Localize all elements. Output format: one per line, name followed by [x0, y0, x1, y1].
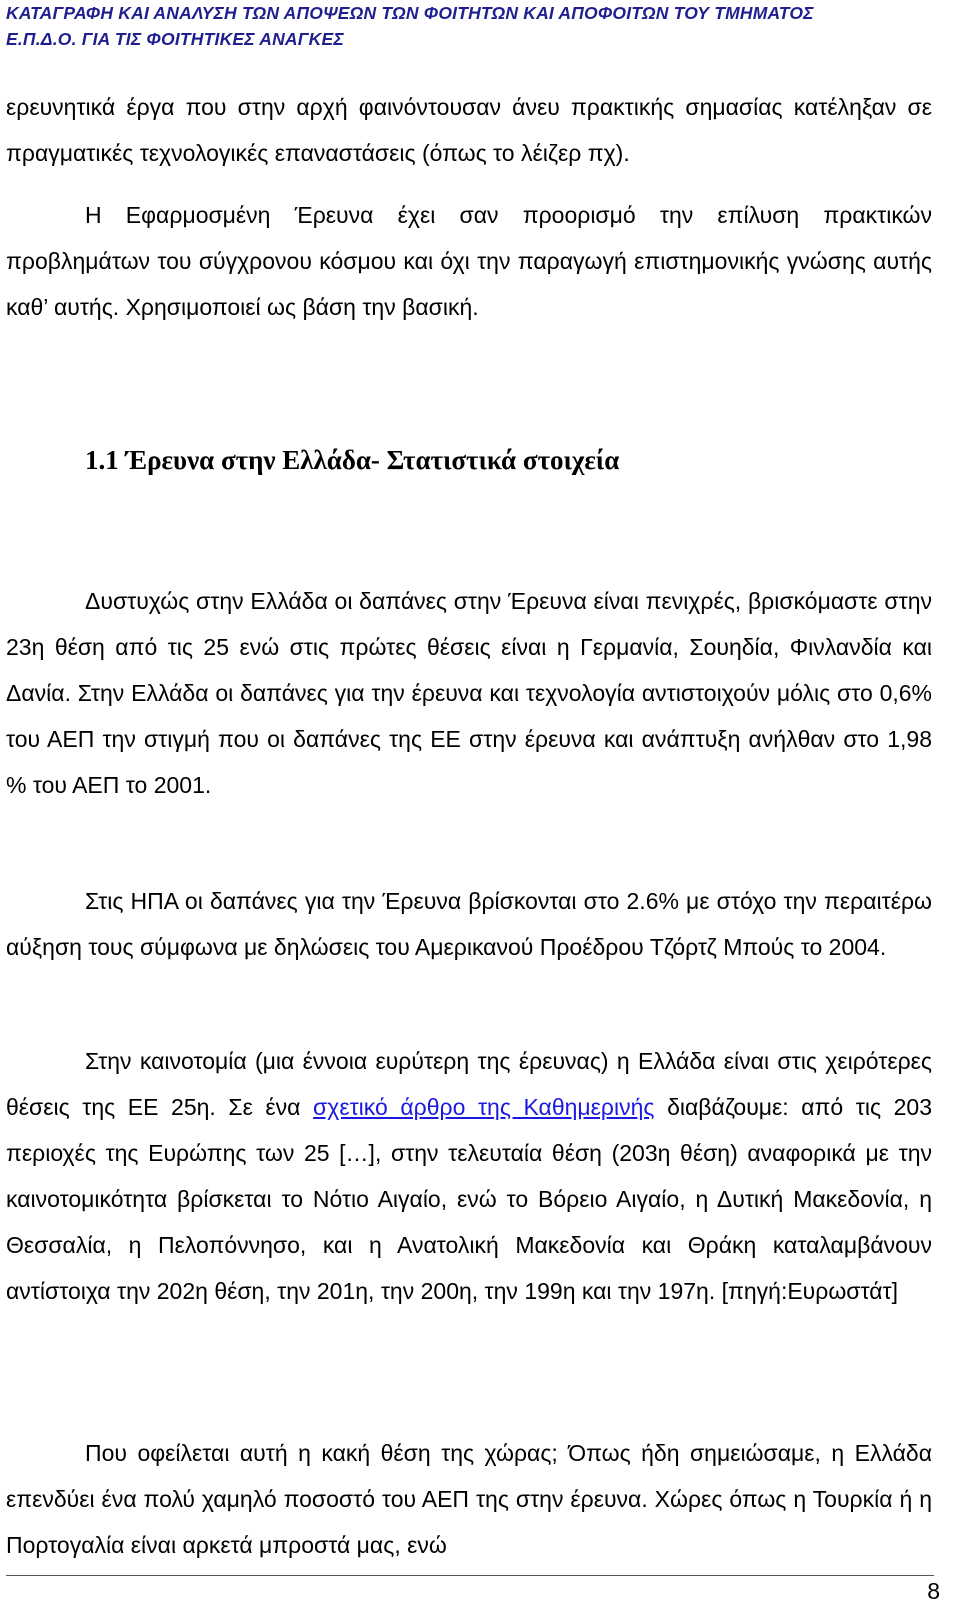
paragraph-2: Η Εφαρμοσμένη Έρευνα έχει σαν προορισμό την επίλυση πρακτικών προβλημάτων του σύγχρονου κόσμου και όχι την παραγωγή επιστημονικής γνώσης αυτής καθ’ αυτής. Χρησιμοποιεί ως βάση την βασική.	[6, 202, 932, 320]
page-number: 8	[927, 1578, 940, 1604]
footer-divider	[6, 1575, 934, 1576]
paragraph-6: Που οφείλεται αυτή η κακή θέση της χώρας; Όπως ήδη σημειώσαμε, η Ελλάδα επενδύει ένα πολύ χαμηλό ποσοστό του ΑΕΠ της στην έρευνα. Χώρες όπως η Τουρκία ή η Πορτογαλία είναι αρκετά μπροστά μας, ενώ	[6, 1440, 932, 1558]
paragraph-3: Δυστυχώς στην Ελλάδα οι δαπάνες στην Έρευνα είναι πενιχρές, βρισκόμαστε στην 23η θέση από τις 25 ενώ στις πρώτες θέσεις είναι η Γερμανία, Σουηδία, Φινλανδία και Δανία. Στην Ελλάδα οι δαπάνες για την έρευνα και τεχνολογία αντιστοιχούν μόλις στο 0,6% του ΑΕΠ την στιγμή που οι δαπάνες της ΕΕ στην έρευνα και ανάπτυξη ανήλθαν στο 1,98 % του ΑΕΠ το 2001.	[6, 588, 932, 798]
running-header	[6, 0, 942, 52]
running-header-line-1: ΚΑΤΑΓΡΑΦΗ ΚΑΙ ΑΝΑΛΥΣΗ ΤΩΝ ΑΠΟΨΕΩΝ ΤΩΝ ΦΟΙΤΗΤΩΝ ΚΑΙ ΑΠΟΦΟΙΤΩΝ ΤΟΥ ΤΜΗΜΑΤΟΣ	[6, 3, 814, 23]
paragraph-usa-block	[6, 878, 932, 970]
kathimerini-article-link[interactable]: σχετικό άρθρο της Καθημερινής	[313, 1094, 655, 1120]
section-heading: 1.1 Έρευνα στην Ελλάδα- Στατιστικά στοιχεία	[85, 445, 620, 475]
paragraph-applied-research-block	[6, 192, 932, 330]
paragraph-5	[6, 1038, 932, 1314]
paragraph-5-text-end: διαβάζουμε: από τις 203 περιοχές της Ευρώπης των 25 […], στην τελευταία θέση (203η θέση) αναφορικά με την καινοτομικότητα βρίσκεται το Νότιο Αιγαίο, ενώ το Βόρειο Αιγαίο, η Δυτική Μακεδονία, η Θεσσαλία, η Πελοπόννησο, και η Ανατολική Μακεδονία και Θράκη καταλαμβάνουν αντίστοιχα την 202η θέση, την 201η, την 200η, την 199η και την 197η. [πηγή:Ευρωστάτ]	[6, 1094, 933, 1304]
paragraph-4: Στις ΗΠΑ οι δαπάνες για την Έρευνα βρίσκονται στο 2.6% με στόχο την περαιτέρω αύξηση τους σύμφωνα με δηλώσεις του Αμερικανού Προέδρου Τζόρτζ Μπούς το 2004.	[6, 888, 932, 960]
paragraph-spending-block	[6, 578, 932, 808]
paragraph-reasons-block	[6, 1430, 932, 1568]
paragraph-innovation-block	[6, 1038, 932, 1314]
running-header-line-2: Ε.Π.Δ.Ο. ΓΙΑ ΤΙΣ ΦΟΙΤΗΤΙΚΕΣ ΑΝΑΓΚΕΣ	[6, 29, 344, 49]
paragraph-continuation-block	[6, 84, 932, 176]
paragraph-5-text-start: Στην καινοτομία (μια έννοια ευρύτερη της έρευνας) η Ελλάδα είναι στις χειρότερες θέσεις της ΕΕ 25η. Σε ένα	[6, 1048, 932, 1120]
paragraph-1: ερευνητικά έργα που στην αρχή φαινόντουσαν άνευ πρακτικής σημασίας κατέληξαν σε πραγματικές τεχνολογικές επαναστάσεις (όπως το λέιζερ πχ).	[6, 94, 932, 166]
